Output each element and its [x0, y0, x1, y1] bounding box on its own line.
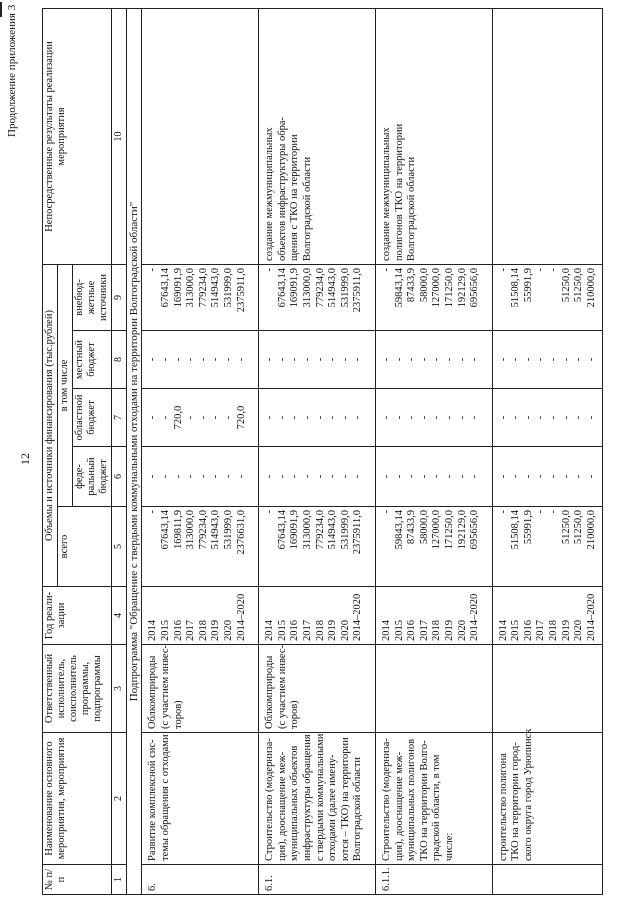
row-total-line: 779234,0 — [197, 510, 209, 550]
row-local — [375, 331, 492, 389]
row-years — [375, 587, 492, 645]
row-extra — [375, 264, 492, 330]
row-executor — [259, 645, 376, 733]
row-local-line: - — [314, 357, 326, 362]
row-regional-line: - — [264, 415, 276, 420]
row-extra — [492, 264, 603, 330]
row-total-line: 313000,0 — [301, 510, 313, 550]
row-federal-line: - — [456, 474, 468, 479]
row-local-line: - — [327, 357, 339, 362]
row-federal-line: - — [522, 474, 534, 479]
row-years-line: 2014 — [147, 620, 159, 641]
row-local-line: - — [497, 357, 509, 362]
row-local-line: - — [380, 357, 392, 362]
subprogram-row — [126, 8, 142, 894]
row-total-line: 514943,0 — [210, 510, 222, 550]
row-name-line: муниципальных полигонов — [406, 738, 418, 861]
row-total-line: 127000,0 — [431, 510, 443, 550]
table-row — [259, 8, 376, 894]
row-local-line: - — [160, 357, 172, 362]
header-local: местный бюджет — [73, 331, 112, 389]
row-extra-line: 58000,0 — [418, 267, 430, 303]
row-total-line: 695656,0 — [469, 510, 481, 550]
col-number: 9 — [112, 264, 127, 330]
row-extra-line: 59843,14 — [393, 267, 405, 308]
row-name — [259, 733, 376, 865]
row-total — [492, 507, 603, 587]
row-regional-line: - — [197, 415, 209, 420]
row-federal-line: - — [210, 474, 222, 479]
row-name-line: числе: — [443, 832, 455, 861]
row-name — [142, 733, 259, 865]
row-total-line: 192129,0 — [456, 510, 468, 550]
row-federal-line: - — [223, 474, 235, 479]
row-local-line: - — [510, 357, 522, 362]
col-number: 5 — [112, 507, 127, 587]
row-name-line: ются – ТКО) на территории — [339, 737, 351, 861]
row-total-line: 313000,0 — [185, 510, 197, 550]
table-body — [142, 8, 603, 894]
row-years-line: 2017 — [535, 620, 547, 641]
row-federal-line: - — [469, 474, 481, 479]
row-years-line: 2016 — [289, 620, 301, 641]
row-regional-line: - — [352, 415, 364, 420]
row-federal-line: - — [314, 474, 326, 479]
page-number: 12 — [18, 453, 32, 465]
row-years-line: 2015 — [393, 620, 405, 641]
col-number: 6 — [112, 447, 127, 507]
column-number-row — [112, 8, 127, 894]
row-total-line: - — [380, 510, 392, 514]
row-years-line: 2018 — [431, 620, 443, 641]
row-years-line: 2015 — [510, 620, 522, 641]
row-total-line: 210000,0 — [585, 510, 597, 550]
row-name-line: Строительство (модерниза- — [264, 738, 276, 861]
table-row — [375, 8, 492, 894]
row-federal-line: - — [393, 474, 405, 479]
row-years-line: 2020 — [456, 620, 468, 641]
row-regional-line: - — [393, 415, 405, 420]
row-total-line: 169811,9 — [172, 510, 184, 549]
row-extra-line: 67643,14 — [160, 267, 172, 308]
row-extra-line: 51508,14 — [510, 267, 522, 308]
row-federal-line: - — [535, 474, 547, 479]
header-federal: феде-ральный бюджет — [73, 447, 112, 507]
row-years-line: 2016 — [522, 620, 534, 641]
row-extra-line: 779234,0 — [197, 267, 209, 308]
row-regional-line: 720,0 — [235, 405, 247, 430]
header-total: всего — [58, 507, 112, 587]
row-years-line: 2016 — [172, 620, 184, 641]
row-name-line: ция), дооснащение меж- — [393, 751, 405, 861]
row-federal-line: - — [301, 474, 313, 479]
row-federal-line: - — [497, 474, 509, 479]
row-name-line: Строительство (модерниза- — [380, 738, 392, 861]
row-years-line: 2020 — [573, 620, 585, 641]
top-rule — [0, 2, 2, 17]
row-total-line: 51250,0 — [573, 510, 585, 545]
row-name-line: ТКО на территории город- — [510, 742, 522, 861]
row-number: 6.1. — [259, 865, 376, 895]
row-federal-line: - — [235, 474, 247, 479]
row-regional-line: - — [223, 415, 235, 420]
row-local-line: - — [172, 357, 184, 362]
row-total-line: - — [497, 510, 509, 514]
row-extra-line: 171250,0 — [443, 267, 455, 308]
row-local-line: - — [185, 357, 197, 362]
row-result-line: Волгоградской области — [406, 156, 418, 261]
row-regional-line: - — [510, 415, 522, 420]
row-executor — [492, 645, 603, 733]
row-regional-line: - — [339, 415, 351, 420]
row-total-line: 531999,0 — [223, 510, 235, 550]
row-extra-line: - — [147, 267, 159, 272]
row-regional-line: - — [497, 415, 509, 420]
row-result-line: Волгоградской области — [301, 156, 313, 261]
row-total-line: 2375911,0 — [352, 510, 364, 555]
row-federal-line: - — [431, 474, 443, 479]
header-no: № п/п — [43, 865, 112, 895]
row-years-line: 2014 — [497, 620, 509, 641]
row-regional-line: - — [469, 415, 481, 420]
row-local-line: - — [147, 357, 159, 362]
row-extra-line: 531999,0 — [339, 267, 351, 308]
row-regional-line: - — [522, 415, 534, 420]
row-extra-line: 514943,0 — [210, 267, 222, 308]
row-extra-line: 169091,9 — [289, 267, 301, 308]
row-local-line: - — [418, 357, 430, 362]
row-total-line: - — [535, 510, 547, 514]
row-extra-line: - — [264, 267, 276, 272]
row-total-line: 51508,14 — [510, 510, 522, 550]
row-federal-line: - — [443, 474, 455, 479]
row-years-line: 2017 — [301, 620, 313, 641]
col-number: 1 — [112, 865, 127, 895]
row-extra-line: 695656,0 — [469, 267, 481, 308]
row-total-line: 2376631,0 — [235, 510, 247, 555]
row-federal-line: - — [380, 474, 392, 479]
row-federal — [375, 447, 492, 507]
row-federal-line: - — [264, 474, 276, 479]
row-regional-line: - — [573, 415, 585, 420]
row-local-line: - — [264, 357, 276, 362]
row-local-line: - — [276, 357, 288, 362]
row-total-line: 55991,9 — [522, 510, 534, 545]
row-local-line: - — [352, 357, 364, 362]
row-name — [375, 733, 492, 865]
row-local-line: - — [573, 357, 585, 362]
row-years — [492, 587, 603, 645]
row-name-line: отходами (далее имену- — [327, 754, 339, 861]
row-result-line: создание межмуниципальных — [264, 127, 276, 261]
row-local-line: - — [522, 357, 534, 362]
row-federal — [492, 447, 603, 507]
row-name-line: ция), дооснащение меж- — [276, 751, 288, 861]
row-regional-line: - — [456, 415, 468, 420]
row-years-line: 2019 — [443, 620, 455, 641]
row-extra-line: - — [548, 267, 560, 272]
row-local-line: - — [443, 357, 455, 362]
col-number: 10 — [112, 8, 127, 264]
row-name-line: инфраструктуры обращения — [301, 734, 313, 861]
col-number: 2 — [112, 733, 127, 865]
row-extra-line: 779234,0 — [314, 267, 326, 308]
row-name-line: с твердыми коммунальными — [314, 733, 326, 861]
header-name: Наименование основного мероприятия, мероприятия — [43, 733, 112, 865]
row-executor-line: торов) — [172, 700, 184, 729]
appendix-caption: Продолжение приложения 3 — [6, 4, 18, 137]
row-result — [142, 8, 259, 264]
header-extra: внебюд-жетные источники — [73, 264, 112, 330]
row-extra-line: 127000,0 — [431, 267, 443, 308]
row-local-line: - — [548, 357, 560, 362]
row-total-line: - — [264, 510, 276, 514]
row-local — [492, 331, 603, 389]
row-result — [375, 8, 492, 264]
row-executor-line: (с участием инвес- — [276, 645, 288, 729]
row-local-line: - — [223, 357, 235, 362]
row-extra-line: 51250,0 — [560, 267, 572, 303]
row-years-line: 2014 — [264, 620, 276, 641]
row-regional-line: - — [210, 415, 222, 420]
row-federal-line: - — [406, 474, 418, 479]
row-local-line: - — [210, 357, 222, 362]
row-executor-line: торов) — [289, 700, 301, 729]
row-local-line: - — [339, 357, 351, 362]
row-federal — [142, 447, 259, 507]
row-regional-line: - — [443, 415, 455, 420]
row-total-line: 514943,0 — [327, 510, 339, 550]
row-federal-line: - — [560, 474, 572, 479]
subprogram-title: Подпрограмма "Обращение с твердыми коммунальными отходами на территории Волгоградской области" — [126, 8, 142, 894]
row-total-line: 67643,14 — [160, 510, 172, 550]
row-total-line: 779234,0 — [314, 510, 326, 550]
row-federal-line: - — [418, 474, 430, 479]
row-name-line: Волгоградской области — [352, 756, 364, 861]
row-federal-line: - — [573, 474, 585, 479]
row-years — [142, 587, 259, 645]
row-extra-line: 192129,0 — [456, 267, 468, 308]
row-extra-line: - — [535, 267, 547, 272]
row-regional-line: - — [185, 415, 197, 420]
row-executor-line: Облкомприроды — [147, 655, 159, 729]
row-years — [259, 587, 376, 645]
row-federal-line: - — [585, 474, 597, 479]
row-years-line: 2017 — [418, 620, 430, 641]
row-name-line: ского округа город Урюпинск — [522, 728, 534, 861]
row-local-line: - — [431, 357, 443, 362]
header-year: Год реали-зации — [43, 587, 112, 645]
row-local-line: - — [456, 357, 468, 362]
header-executor: Ответственный исполнитель, соисполнитель программы, подпрограммы — [43, 645, 112, 733]
row-years-line: 2014–2020 — [352, 593, 364, 641]
row-regional-line: - — [276, 415, 288, 420]
row-local-line: - — [406, 357, 418, 362]
row-regional — [142, 389, 259, 447]
row-regional-line: - — [289, 415, 301, 420]
table-row — [492, 8, 603, 894]
row-federal-line: - — [185, 474, 197, 479]
row-extra-line: 67643,14 — [276, 267, 288, 308]
row-extra-line: 2375911,0 — [235, 267, 247, 313]
row-federal-line: - — [548, 474, 560, 479]
row-result — [492, 8, 603, 264]
row-federal-line: - — [327, 474, 339, 479]
row-extra-line: 87433,9 — [406, 267, 418, 303]
row-federal-line: - — [339, 474, 351, 479]
row-name-line: ТКО на территории Волго- — [418, 740, 430, 861]
row-years-line: 2014–2020 — [235, 593, 247, 641]
row-federal — [259, 447, 376, 507]
row-years-line: 2017 — [185, 620, 197, 641]
row-extra-line: 210000,0 — [585, 267, 597, 308]
row-regional-line: - — [406, 415, 418, 420]
row-regional-line: - — [160, 415, 172, 420]
row-total-line: 169091,9 — [289, 510, 301, 550]
row-name-line: муниципальных объектов — [289, 745, 301, 861]
row-regional-line: 720,0 — [172, 405, 184, 430]
col-number: 8 — [112, 331, 127, 389]
row-name-line: Развитие комплексной сис- — [147, 739, 159, 861]
row-total — [375, 507, 492, 587]
row-total-line: 51250,0 — [560, 510, 572, 545]
row-federal-line: - — [172, 474, 184, 479]
row-federal-line: - — [289, 474, 301, 479]
row-regional — [492, 389, 603, 447]
row-total — [142, 507, 259, 587]
row-total-line: 531999,0 — [339, 510, 351, 550]
row-result-line: создание межмуниципальных — [380, 127, 392, 261]
row-regional — [375, 389, 492, 447]
row-extra — [142, 264, 259, 330]
row-regional-line: - — [535, 415, 547, 420]
row-years-line: 2014–2020 — [469, 593, 481, 641]
row-extra-line: - — [497, 267, 509, 272]
row-regional-line: - — [560, 415, 572, 420]
row-extra-line: 531999,0 — [223, 267, 235, 308]
row-total-line: 59843,14 — [393, 510, 405, 550]
row-extra-line: 313000,0 — [301, 267, 313, 308]
header-in-that-number: в том числе — [58, 264, 73, 506]
row-local-line: - — [393, 357, 405, 362]
table-row — [142, 8, 259, 894]
row-years-line: 2019 — [210, 620, 222, 641]
row-federal-line: - — [352, 474, 364, 479]
row-years-line: 2018 — [548, 620, 560, 641]
row-total-line: - — [548, 510, 560, 514]
row-regional-line: - — [147, 415, 159, 420]
row-years-line: 2018 — [314, 620, 326, 641]
row-local — [259, 331, 376, 389]
row-executor-line: Облкомприроды — [264, 655, 276, 729]
row-extra-line: 55991,9 — [522, 267, 534, 303]
row-extra-line: 313000,0 — [185, 267, 197, 308]
row-executor — [142, 645, 259, 733]
row-local-line: - — [585, 357, 597, 362]
row-name-line: темы обращения с отходами — [160, 734, 172, 861]
row-local-line: - — [235, 357, 247, 362]
row-federal-line: - — [276, 474, 288, 479]
row-local-line: - — [469, 357, 481, 362]
header-financing: Объемы и источники финансирования (тыс.рублей) — [43, 264, 58, 586]
col-number: 3 — [112, 645, 127, 733]
row-executor-line: (с участием инвес- — [160, 645, 172, 729]
row-years-line: 2014–2020 — [585, 593, 597, 641]
row-executor — [375, 645, 492, 733]
row-name-line: градской области, в том — [431, 754, 443, 861]
financing-table — [42, 8, 603, 895]
row-local — [142, 331, 259, 389]
row-total-line: 67643,14 — [276, 510, 288, 550]
col-number: 7 — [112, 389, 127, 447]
row-local-line: - — [289, 357, 301, 362]
row-years-line: 2015 — [160, 620, 172, 641]
row-federal-line: - — [147, 474, 159, 479]
row-extra-line: - — [380, 267, 392, 272]
header-result: Непосредственные результаты реализации мероприятия — [43, 8, 112, 264]
row-years-line: 2018 — [197, 620, 209, 641]
row-number — [492, 865, 603, 895]
header-row-1 — [43, 8, 58, 894]
row-extra-line: 514943,0 — [327, 267, 339, 308]
header-regional: областной бюджет — [73, 389, 112, 447]
row-regional — [259, 389, 376, 447]
row-total-line: 58000,0 — [418, 510, 430, 545]
row-years-line: 2019 — [327, 620, 339, 641]
row-number: 6. — [142, 865, 259, 895]
row-regional-line: - — [418, 415, 430, 420]
row-total-line: 171250,0 — [443, 510, 455, 550]
row-extra-line: 169091,9 — [172, 267, 184, 308]
row-name — [492, 728, 603, 865]
row-regional-line: - — [548, 415, 560, 420]
row-federal-line: - — [160, 474, 172, 479]
row-years-line: 2020 — [223, 620, 235, 641]
row-federal-line: - — [510, 474, 522, 479]
row-regional-line: - — [380, 415, 392, 420]
row-total-line: - — [147, 510, 159, 514]
row-local-line: - — [535, 357, 547, 362]
row-extra — [259, 264, 376, 330]
row-number: 6.1.1. — [375, 865, 492, 895]
row-federal-line: - — [197, 474, 209, 479]
row-local-line: - — [301, 357, 313, 362]
row-result-line: объектов инфраструктуры обра- — [276, 117, 288, 261]
row-years-line: 2014 — [380, 620, 392, 641]
row-regional-line: - — [431, 415, 443, 420]
row-local-line: - — [560, 357, 572, 362]
row-extra-line: 2375911,0 — [352, 267, 364, 313]
row-years-line: 2019 — [560, 620, 572, 641]
row-years-line: 2016 — [406, 620, 418, 641]
row-years-line: 2015 — [276, 620, 288, 641]
row-years-line: 2020 — [339, 620, 351, 641]
row-total — [259, 507, 376, 587]
row-regional-line: - — [314, 415, 326, 420]
row-regional-line: - — [585, 415, 597, 420]
row-name-line: строительство полигона — [497, 753, 509, 861]
col-number: 4 — [112, 587, 127, 645]
row-result — [259, 8, 376, 264]
row-extra-line: 51250,0 — [573, 267, 585, 303]
row-result-line: щения с ТКО на территории — [289, 134, 301, 261]
row-regional-line: - — [327, 415, 339, 420]
row-result-line: полигонов ТКО на территории — [393, 123, 405, 261]
row-local-line: - — [197, 357, 209, 362]
row-total-line: 87433,9 — [406, 510, 418, 545]
row-regional-line: - — [301, 415, 313, 420]
